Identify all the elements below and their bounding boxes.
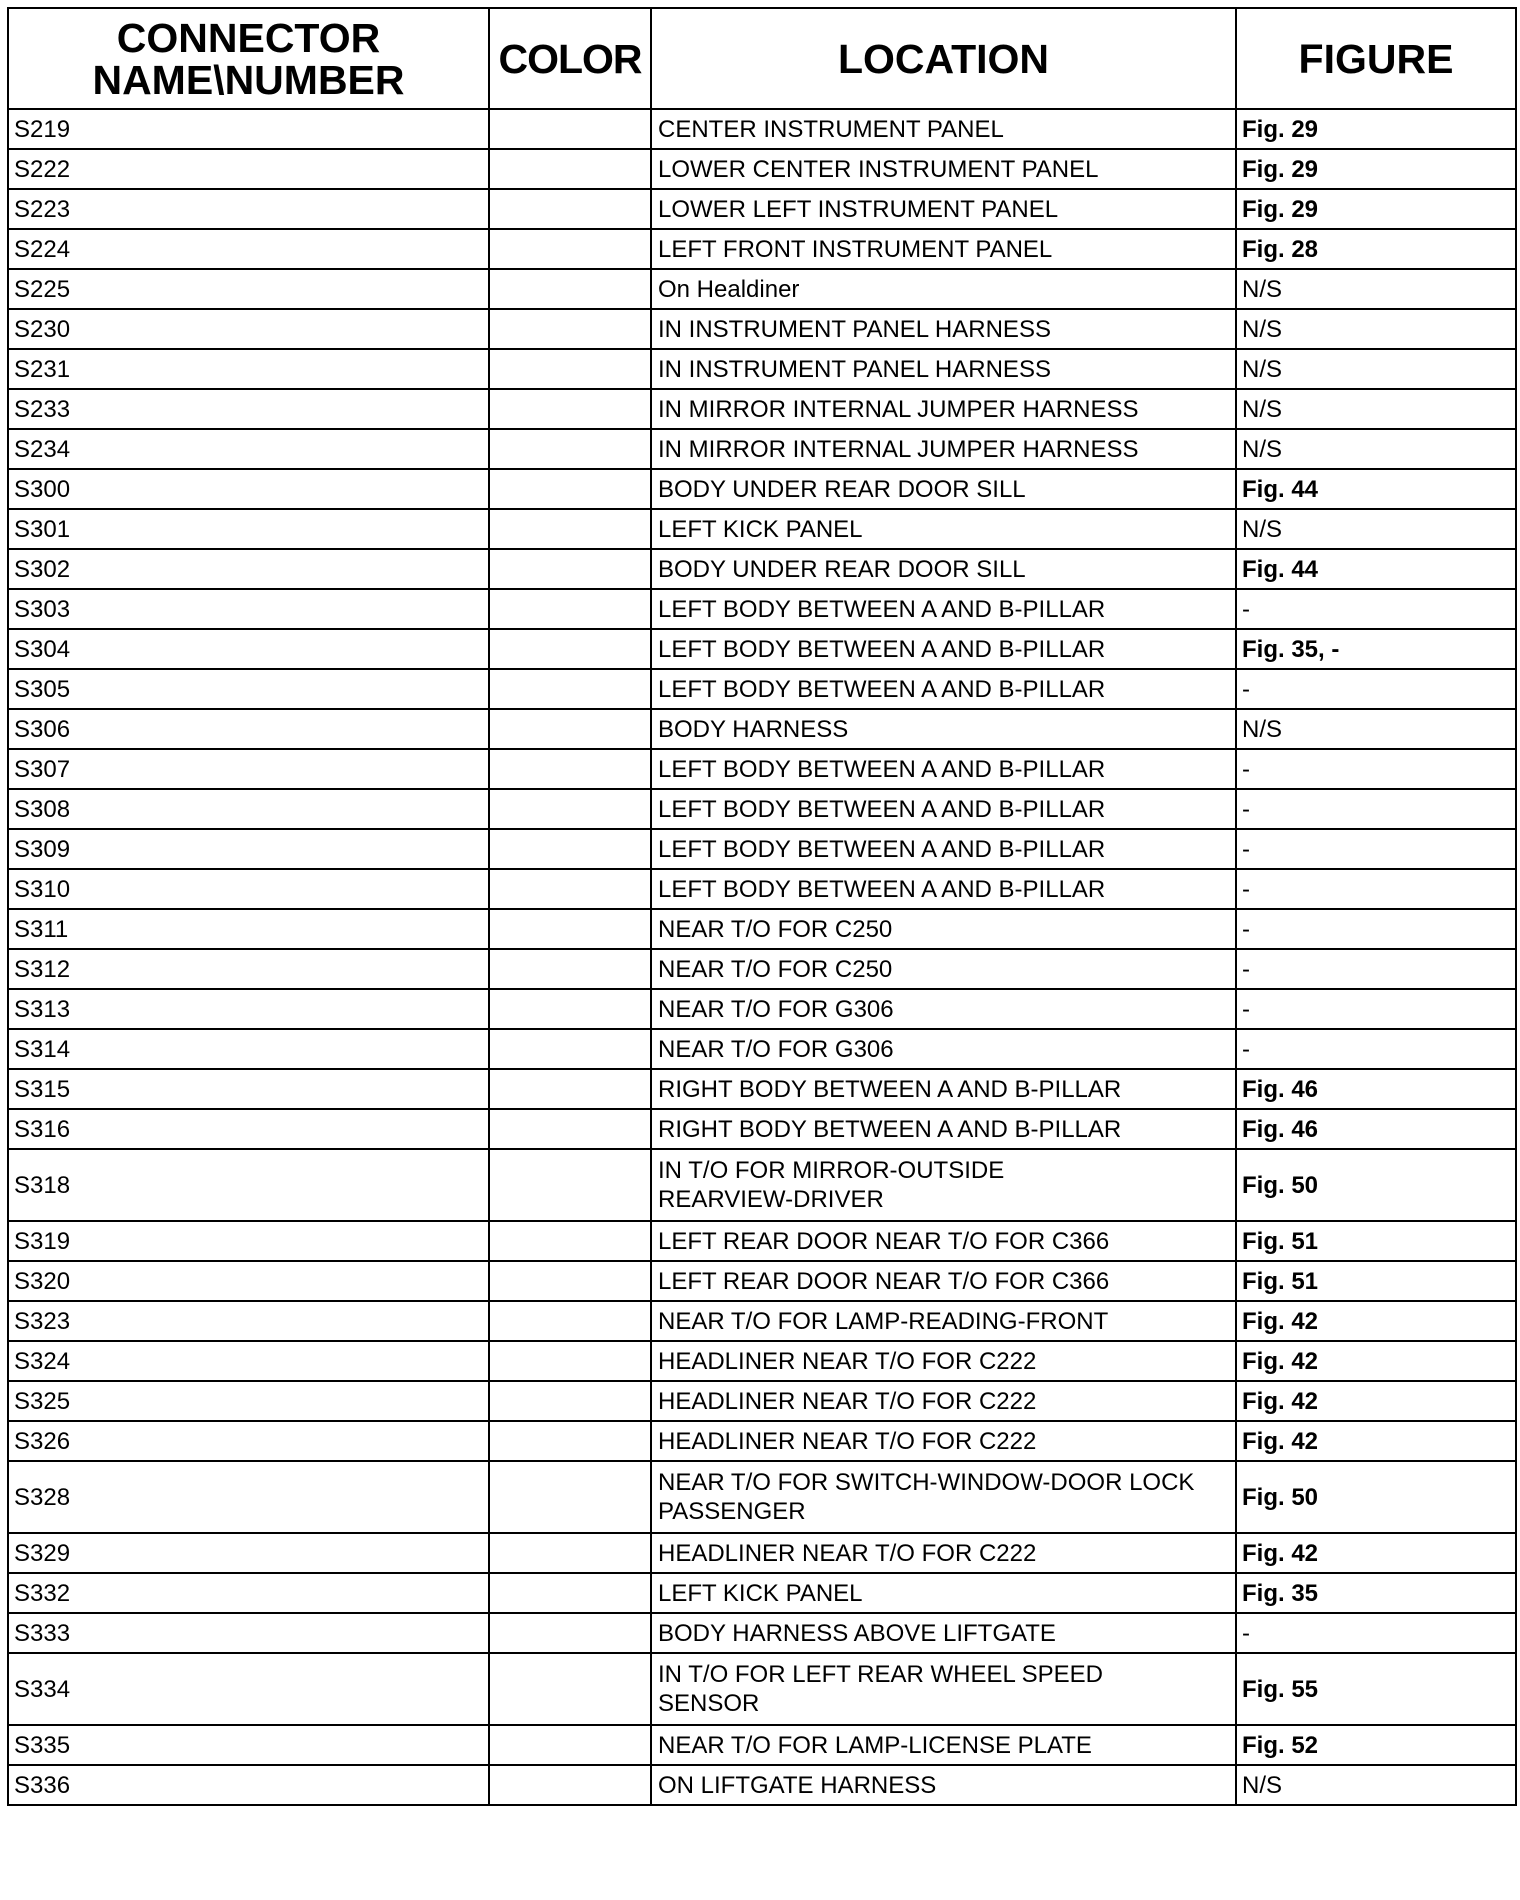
connector-name-cell: S316 bbox=[8, 1109, 489, 1149]
location-line: LEFT KICK PANEL bbox=[658, 515, 863, 543]
color-cell bbox=[489, 909, 651, 949]
color-cell bbox=[489, 829, 651, 869]
table-header-row bbox=[8, 8, 1516, 109]
connector-table bbox=[7, 7, 1517, 1806]
location-cell bbox=[651, 1261, 1236, 1301]
header-figure: FIGURE bbox=[1236, 8, 1516, 109]
figure-cell: Fig. 42 bbox=[1236, 1533, 1516, 1573]
connector-name-cell: S332 bbox=[8, 1573, 489, 1613]
table-row bbox=[8, 749, 1516, 789]
table-row bbox=[8, 1533, 1516, 1573]
figure-cell: N/S bbox=[1236, 709, 1516, 749]
location-cell bbox=[651, 629, 1236, 669]
table-row bbox=[8, 429, 1516, 469]
figure-cell: Fig. 42 bbox=[1236, 1421, 1516, 1461]
location-cell bbox=[651, 949, 1236, 989]
color-cell bbox=[489, 389, 651, 429]
table-row bbox=[8, 549, 1516, 589]
table-row bbox=[8, 349, 1516, 389]
color-cell bbox=[489, 989, 651, 1029]
table-row bbox=[8, 949, 1516, 989]
table-body bbox=[8, 109, 1516, 1805]
color-cell bbox=[489, 309, 651, 349]
color-cell bbox=[489, 189, 651, 229]
location-cell bbox=[651, 989, 1236, 1029]
figure-cell: N/S bbox=[1236, 1765, 1516, 1805]
location-line: IN MIRROR INTERNAL JUMPER HARNESS bbox=[658, 395, 1139, 423]
figure-cell: Fig. 29 bbox=[1236, 109, 1516, 149]
connector-name-cell: S304 bbox=[8, 629, 489, 669]
figure-cell: Fig. 44 bbox=[1236, 549, 1516, 589]
connector-name-cell: S326 bbox=[8, 1421, 489, 1461]
color-cell bbox=[489, 749, 651, 789]
location-cell bbox=[651, 1221, 1236, 1261]
figure-cell: - bbox=[1236, 1029, 1516, 1069]
location-cell bbox=[651, 509, 1236, 549]
table-row bbox=[8, 989, 1516, 1029]
connector-name-cell: S325 bbox=[8, 1381, 489, 1421]
location-cell bbox=[651, 1765, 1236, 1805]
connector-name-cell: S328 bbox=[8, 1461, 489, 1533]
connector-name-cell: S333 bbox=[8, 1613, 489, 1653]
table-row bbox=[8, 309, 1516, 349]
location-line: LEFT BODY BETWEEN A AND B-PILLAR bbox=[658, 795, 1106, 823]
table-row bbox=[8, 789, 1516, 829]
connector-name-cell: S310 bbox=[8, 869, 489, 909]
table-row bbox=[8, 1029, 1516, 1069]
location-cell bbox=[651, 1341, 1236, 1381]
figure-cell: Fig. 29 bbox=[1236, 189, 1516, 229]
location-line: SENSOR bbox=[658, 1690, 760, 1717]
color-cell bbox=[489, 1149, 651, 1221]
color-cell bbox=[489, 949, 651, 989]
connector-name-cell: S225 bbox=[8, 269, 489, 309]
table-row bbox=[8, 1461, 1516, 1533]
connector-name-cell: S306 bbox=[8, 709, 489, 749]
table-row bbox=[8, 1381, 1516, 1421]
table-row bbox=[8, 589, 1516, 629]
location-line: PASSENGER bbox=[658, 1498, 806, 1525]
figure-cell: N/S bbox=[1236, 509, 1516, 549]
location-line: LEFT REAR DOOR NEAR T/O FOR C366 bbox=[658, 1267, 1110, 1295]
figure-cell: Fig. 51 bbox=[1236, 1261, 1516, 1301]
table-row bbox=[8, 629, 1516, 669]
table-row bbox=[8, 909, 1516, 949]
location-cell bbox=[651, 269, 1236, 309]
table-row bbox=[8, 869, 1516, 909]
location-cell bbox=[651, 1029, 1236, 1069]
location-line: LOWER CENTER INSTRUMENT PANEL bbox=[658, 155, 1099, 183]
color-cell bbox=[489, 109, 651, 149]
table-row bbox=[8, 1613, 1516, 1653]
table-row bbox=[8, 389, 1516, 429]
figure-cell: - bbox=[1236, 829, 1516, 869]
location-line: IN INSTRUMENT PANEL HARNESS bbox=[658, 355, 1051, 383]
connector-table-page bbox=[7, 7, 1515, 1893]
connector-name-cell: S305 bbox=[8, 669, 489, 709]
location-line: LEFT BODY BETWEEN A AND B-PILLAR bbox=[658, 755, 1106, 783]
color-cell bbox=[489, 509, 651, 549]
header-connector-line1: CONNECTOR bbox=[116, 14, 381, 61]
table-row bbox=[8, 1221, 1516, 1261]
location-line: NEAR T/O FOR C250 bbox=[658, 915, 893, 943]
location-line: BODY UNDER REAR DOOR SILL bbox=[658, 555, 1026, 583]
connector-name-cell: S307 bbox=[8, 749, 489, 789]
color-cell bbox=[489, 469, 651, 509]
color-cell bbox=[489, 1261, 651, 1301]
location-cell bbox=[651, 1573, 1236, 1613]
table-row bbox=[8, 1421, 1516, 1461]
table-row bbox=[8, 189, 1516, 229]
connector-name-cell: S319 bbox=[8, 1221, 489, 1261]
color-cell bbox=[489, 229, 651, 269]
table-row bbox=[8, 1301, 1516, 1341]
figure-cell: Fig. 42 bbox=[1236, 1301, 1516, 1341]
color-cell bbox=[489, 349, 651, 389]
figure-cell: - bbox=[1236, 789, 1516, 829]
connector-name-cell: S311 bbox=[8, 909, 489, 949]
location-line: REARVIEW-DRIVER bbox=[658, 1186, 884, 1213]
table-row bbox=[8, 1069, 1516, 1109]
table-row bbox=[8, 1573, 1516, 1613]
table-row bbox=[8, 109, 1516, 149]
location-line: CENTER INSTRUMENT PANEL bbox=[658, 115, 1004, 143]
location-cell bbox=[651, 829, 1236, 869]
location-cell bbox=[651, 1069, 1236, 1109]
location-cell bbox=[651, 549, 1236, 589]
location-cell bbox=[651, 149, 1236, 189]
figure-cell: Fig. 35 bbox=[1236, 1573, 1516, 1613]
figure-cell: - bbox=[1236, 589, 1516, 629]
figure-cell: Fig. 50 bbox=[1236, 1149, 1516, 1221]
location-cell bbox=[651, 1725, 1236, 1765]
figure-cell: Fig. 46 bbox=[1236, 1069, 1516, 1109]
location-cell bbox=[651, 869, 1236, 909]
color-cell bbox=[489, 1533, 651, 1573]
figure-cell: - bbox=[1236, 949, 1516, 989]
location-line: RIGHT BODY BETWEEN A AND B-PILLAR bbox=[658, 1075, 1122, 1103]
figure-cell: N/S bbox=[1236, 429, 1516, 469]
location-cell bbox=[651, 1301, 1236, 1341]
location-cell bbox=[651, 429, 1236, 469]
table-row bbox=[8, 829, 1516, 869]
location-line: On Healdiner bbox=[658, 275, 800, 303]
color-cell bbox=[489, 1461, 651, 1533]
connector-name-cell: S300 bbox=[8, 469, 489, 509]
table-row bbox=[8, 1653, 1516, 1725]
location-line: NEAR T/O FOR LAMP-READING-FRONT bbox=[658, 1307, 1109, 1335]
figure-cell: Fig. 55 bbox=[1236, 1653, 1516, 1725]
location-line: LEFT BODY BETWEEN A AND B-PILLAR bbox=[658, 595, 1106, 623]
figure-cell: - bbox=[1236, 989, 1516, 1029]
connector-name-cell: S233 bbox=[8, 389, 489, 429]
connector-name-cell: S318 bbox=[8, 1149, 489, 1221]
location-line: LEFT FRONT INSTRUMENT PANEL bbox=[658, 235, 1053, 263]
location-line: LEFT BODY BETWEEN A AND B-PILLAR bbox=[658, 675, 1106, 703]
color-cell bbox=[489, 1613, 651, 1653]
color-cell bbox=[489, 1573, 651, 1613]
location-line: BODY UNDER REAR DOOR SILL bbox=[658, 475, 1026, 503]
location-line: BODY HARNESS bbox=[658, 715, 849, 743]
location-line: NEAR T/O FOR LAMP-LICENSE PLATE bbox=[658, 1731, 1092, 1759]
color-cell bbox=[489, 669, 651, 709]
table-row bbox=[8, 1725, 1516, 1765]
connector-name-cell: S320 bbox=[8, 1261, 489, 1301]
location-cell bbox=[651, 349, 1236, 389]
location-cell bbox=[651, 749, 1236, 789]
header-connector-name bbox=[8, 8, 489, 109]
figure-cell: N/S bbox=[1236, 349, 1516, 389]
color-cell bbox=[489, 589, 651, 629]
figure-cell: Fig. 52 bbox=[1236, 1725, 1516, 1765]
figure-cell: Fig. 42 bbox=[1236, 1341, 1516, 1381]
connector-name-cell: S301 bbox=[8, 509, 489, 549]
figure-cell: Fig. 29 bbox=[1236, 149, 1516, 189]
table-row bbox=[8, 709, 1516, 749]
location-cell bbox=[651, 1613, 1236, 1653]
connector-name-cell: S335 bbox=[8, 1725, 489, 1765]
figure-cell: - bbox=[1236, 669, 1516, 709]
location-line: LEFT KICK PANEL bbox=[658, 1579, 863, 1607]
location-cell bbox=[651, 709, 1236, 749]
location-cell bbox=[651, 669, 1236, 709]
connector-name-cell: S231 bbox=[8, 349, 489, 389]
table-row bbox=[8, 1765, 1516, 1805]
color-cell bbox=[489, 1341, 651, 1381]
location-line: IN T/O FOR LEFT REAR WHEEL SPEED bbox=[658, 1661, 1103, 1688]
location-cell bbox=[651, 1533, 1236, 1573]
color-cell bbox=[489, 1109, 651, 1149]
figure-cell: N/S bbox=[1236, 269, 1516, 309]
location-line: HEADLINER NEAR T/O FOR C222 bbox=[658, 1347, 1037, 1375]
figure-cell: Fig. 51 bbox=[1236, 1221, 1516, 1261]
table-row bbox=[8, 669, 1516, 709]
connector-name-cell: S224 bbox=[8, 229, 489, 269]
location-line: NEAR T/O FOR G306 bbox=[658, 1035, 894, 1063]
color-cell bbox=[489, 269, 651, 309]
figure-cell: Fig. 50 bbox=[1236, 1461, 1516, 1533]
header-connector-line2: NAME\NUMBER bbox=[92, 56, 405, 103]
connector-name-cell: S308 bbox=[8, 789, 489, 829]
connector-name-cell: S313 bbox=[8, 989, 489, 1029]
location-cell bbox=[651, 789, 1236, 829]
color-cell bbox=[489, 869, 651, 909]
color-cell bbox=[489, 709, 651, 749]
color-cell bbox=[489, 1221, 651, 1261]
location-line: NEAR T/O FOR G306 bbox=[658, 995, 894, 1023]
color-cell bbox=[489, 429, 651, 469]
location-line: ON LIFTGATE HARNESS bbox=[658, 1771, 937, 1799]
location-cell bbox=[651, 469, 1236, 509]
connector-name-cell: S329 bbox=[8, 1533, 489, 1573]
location-line: BODY HARNESS ABOVE LIFTGATE bbox=[658, 1619, 1056, 1647]
figure-cell: - bbox=[1236, 749, 1516, 789]
color-cell bbox=[489, 789, 651, 829]
location-line: HEADLINER NEAR T/O FOR C222 bbox=[658, 1387, 1037, 1415]
location-cell bbox=[651, 189, 1236, 229]
color-cell bbox=[489, 149, 651, 189]
location-cell bbox=[651, 1461, 1236, 1533]
connector-name-cell: S219 bbox=[8, 109, 489, 149]
connector-name-cell: S222 bbox=[8, 149, 489, 189]
connector-name-cell: S323 bbox=[8, 1301, 489, 1341]
location-cell bbox=[651, 109, 1236, 149]
table-row bbox=[8, 229, 1516, 269]
color-cell bbox=[489, 1725, 651, 1765]
figure-cell: Fig. 35, - bbox=[1236, 629, 1516, 669]
location-cell bbox=[651, 1381, 1236, 1421]
figure-cell: Fig. 44 bbox=[1236, 469, 1516, 509]
figure-cell: Fig. 28 bbox=[1236, 229, 1516, 269]
location-line: HEADLINER NEAR T/O FOR C222 bbox=[658, 1427, 1037, 1455]
connector-name-cell: S234 bbox=[8, 429, 489, 469]
color-cell bbox=[489, 1029, 651, 1069]
location-line: RIGHT BODY BETWEEN A AND B-PILLAR bbox=[658, 1115, 1122, 1143]
color-cell bbox=[489, 1069, 651, 1109]
connector-name-cell: S223 bbox=[8, 189, 489, 229]
table-row bbox=[8, 1149, 1516, 1221]
color-cell bbox=[489, 1301, 651, 1341]
location-line: LEFT BODY BETWEEN A AND B-PILLAR bbox=[658, 835, 1106, 863]
location-line: IN MIRROR INTERNAL JUMPER HARNESS bbox=[658, 435, 1139, 463]
location-line: HEADLINER NEAR T/O FOR C222 bbox=[658, 1539, 1037, 1567]
location-cell bbox=[651, 389, 1236, 429]
color-cell bbox=[489, 1421, 651, 1461]
figure-cell: Fig. 46 bbox=[1236, 1109, 1516, 1149]
color-cell bbox=[489, 1765, 651, 1805]
location-line: IN T/O FOR MIRROR-OUTSIDE bbox=[658, 1157, 1005, 1184]
connector-name-cell: S334 bbox=[8, 1653, 489, 1725]
figure-cell: - bbox=[1236, 1613, 1516, 1653]
color-cell bbox=[489, 1653, 651, 1725]
table-row bbox=[8, 1261, 1516, 1301]
location-cell bbox=[651, 1653, 1236, 1725]
figure-cell: N/S bbox=[1236, 309, 1516, 349]
connector-name-cell: S336 bbox=[8, 1765, 489, 1805]
color-cell bbox=[489, 549, 651, 589]
figure-cell: - bbox=[1236, 869, 1516, 909]
connector-name-cell: S314 bbox=[8, 1029, 489, 1069]
header-color: COLOR bbox=[489, 8, 651, 109]
figure-cell: Fig. 42 bbox=[1236, 1381, 1516, 1421]
location-line: IN INSTRUMENT PANEL HARNESS bbox=[658, 315, 1051, 343]
figure-cell: N/S bbox=[1236, 389, 1516, 429]
location-cell bbox=[651, 1109, 1236, 1149]
location-line: LEFT REAR DOOR NEAR T/O FOR C366 bbox=[658, 1227, 1110, 1255]
location-cell bbox=[651, 309, 1236, 349]
location-cell bbox=[651, 589, 1236, 629]
color-cell bbox=[489, 629, 651, 669]
location-line: LEFT BODY BETWEEN A AND B-PILLAR bbox=[658, 875, 1106, 903]
location-cell bbox=[651, 909, 1236, 949]
table-row bbox=[8, 469, 1516, 509]
connector-name-cell: S230 bbox=[8, 309, 489, 349]
location-cell bbox=[651, 229, 1236, 269]
table-row bbox=[8, 1341, 1516, 1381]
connector-name-cell: S315 bbox=[8, 1069, 489, 1109]
connector-name-cell: S324 bbox=[8, 1341, 489, 1381]
location-line: LEFT BODY BETWEEN A AND B-PILLAR bbox=[658, 635, 1106, 663]
connector-name-cell: S302 bbox=[8, 549, 489, 589]
connector-name-cell: S303 bbox=[8, 589, 489, 629]
table-row bbox=[8, 509, 1516, 549]
connector-name-cell: S309 bbox=[8, 829, 489, 869]
table-row bbox=[8, 269, 1516, 309]
location-cell bbox=[651, 1421, 1236, 1461]
table-row bbox=[8, 1109, 1516, 1149]
color-cell bbox=[489, 1381, 651, 1421]
table-row bbox=[8, 149, 1516, 189]
location-cell bbox=[651, 1149, 1236, 1221]
location-line: LOWER LEFT INSTRUMENT PANEL bbox=[658, 195, 1059, 223]
connector-name-cell: S312 bbox=[8, 949, 489, 989]
location-line: NEAR T/O FOR SWITCH-WINDOW-DOOR LOCK bbox=[658, 1469, 1195, 1496]
location-line: NEAR T/O FOR C250 bbox=[658, 955, 893, 983]
figure-cell: - bbox=[1236, 909, 1516, 949]
header-location: LOCATION bbox=[651, 8, 1236, 109]
